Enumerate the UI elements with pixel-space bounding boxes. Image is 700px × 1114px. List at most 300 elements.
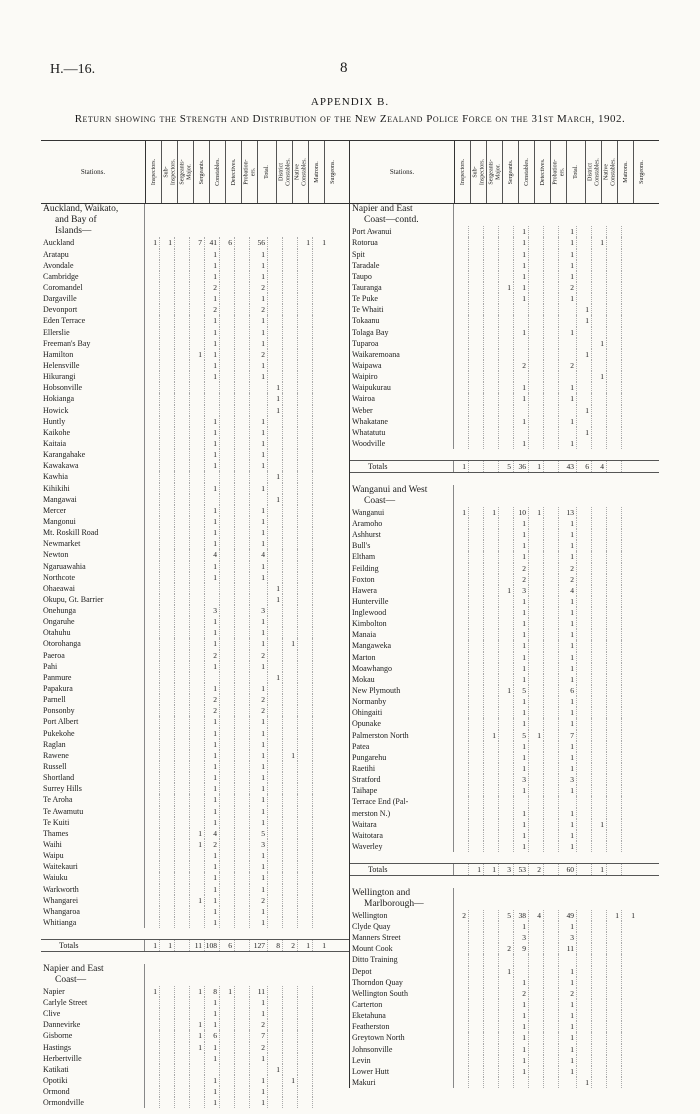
table-cell: [469, 841, 484, 852]
table-cell: [298, 839, 313, 850]
table-cell: [529, 685, 544, 696]
table-cell: [622, 730, 637, 741]
table-cell: [577, 819, 592, 830]
table-cell: 1: [514, 763, 529, 774]
table-cell: 38: [514, 910, 529, 921]
table-cell: 1: [559, 237, 577, 248]
table-cell: [268, 327, 283, 338]
table-cell: [544, 507, 559, 518]
station-name: Wellington and: [350, 888, 454, 899]
table-cell: [484, 763, 499, 774]
table-cell: [235, 783, 250, 794]
table-cell: [235, 895, 250, 906]
table-cell: [190, 616, 205, 627]
table-cell: [607, 819, 622, 830]
table-cell: [160, 349, 175, 360]
table-cell: [454, 226, 469, 237]
table-cell: [220, 638, 235, 649]
station-name: Rawene: [41, 750, 145, 761]
table-cell: [577, 574, 592, 585]
table-cell: [190, 739, 205, 750]
table-cell: [313, 895, 328, 906]
table-cell: [622, 977, 637, 988]
table-row: [41, 572, 350, 583]
table-cell: [592, 260, 607, 271]
table-cell: [469, 551, 484, 562]
table-cell: [577, 864, 592, 875]
table-cell: [313, 1042, 328, 1053]
table-cell: 1: [514, 1044, 529, 1055]
table-cell: [220, 260, 235, 271]
table-row: [41, 1064, 350, 1075]
table-row: [41, 728, 350, 739]
table-cell: [268, 449, 283, 460]
table-cell: [175, 828, 190, 839]
table-cell: [454, 1044, 469, 1055]
column-heading: [309, 141, 325, 203]
table-cell: [622, 640, 637, 651]
table-cell: [544, 808, 559, 819]
table-cell: [145, 315, 160, 326]
table-cell: [220, 1042, 235, 1053]
table-cell: 1: [250, 249, 268, 260]
table-cell: 1: [559, 1010, 577, 1021]
table-cell: [175, 940, 190, 951]
table-cell: [160, 806, 175, 817]
table-cell: [529, 1066, 544, 1077]
table-cell: 6: [220, 237, 235, 248]
table-cell: 1: [514, 663, 529, 674]
table-cell: [592, 438, 607, 449]
table-cell: [622, 785, 637, 796]
table-cell: [235, 861, 250, 872]
table-cell: [622, 966, 637, 977]
table-cell: [298, 1019, 313, 1030]
station-name: Kawakawa: [41, 460, 145, 471]
table-cell: [499, 563, 514, 574]
table-row: [350, 596, 659, 607]
station-name: Napier and East: [41, 964, 145, 975]
table-cell: [268, 1030, 283, 1041]
table-cell: [145, 561, 160, 572]
table-cell: [607, 932, 622, 943]
table-cell: [205, 1064, 220, 1075]
table-cell: [160, 260, 175, 271]
table-cell: [469, 416, 484, 427]
table-cell: [592, 707, 607, 718]
table-cell: [499, 796, 514, 807]
table-cell: [298, 1042, 313, 1053]
table-cell: 1: [205, 772, 220, 783]
table-cell: [544, 618, 559, 629]
table-cell: [499, 629, 514, 640]
station-name: Ongaruhe: [41, 616, 145, 627]
table-cell: [469, 988, 484, 999]
table-cell: [469, 249, 484, 260]
table-cell: [544, 563, 559, 574]
table-cell: [577, 741, 592, 752]
table-cell: [298, 561, 313, 572]
table-cell: [250, 928, 268, 939]
table-cell: [205, 672, 220, 683]
station-name: Warkworth: [41, 884, 145, 895]
table-cell: [313, 260, 328, 271]
table-cell: [268, 750, 283, 761]
table-cell: [220, 494, 235, 505]
table-cell: [190, 405, 205, 416]
table-cell: [145, 952, 160, 963]
table-cell: [175, 293, 190, 304]
table-cell: [220, 293, 235, 304]
station-name: Marton: [350, 652, 454, 663]
table-row: [41, 360, 350, 371]
table-cell: [220, 405, 235, 416]
table-cell: [220, 661, 235, 672]
table-cell: 2: [283, 940, 298, 951]
table-cell: [235, 627, 250, 638]
table-cell: [175, 304, 190, 315]
table-cell: [190, 304, 205, 315]
table-cell: 36: [514, 461, 529, 472]
table-cell: [454, 819, 469, 830]
table-cell: [190, 427, 205, 438]
table-row: [41, 794, 350, 805]
table-cell: [145, 572, 160, 583]
table-cell: [529, 607, 544, 618]
table-cell: 1: [514, 741, 529, 752]
table-cell: 1: [454, 507, 469, 518]
table-cell: 1: [205, 1053, 220, 1064]
station-name: Mokau: [350, 674, 454, 685]
table-cell: [235, 349, 250, 360]
table-row: [350, 563, 659, 574]
table-cell: [469, 819, 484, 830]
table-cell: [145, 538, 160, 549]
table-row: [41, 928, 350, 939]
table-cell: [592, 629, 607, 640]
table-cell: [499, 427, 514, 438]
table-cell: [622, 271, 637, 282]
table-cell: [592, 1066, 607, 1077]
table-cell: [544, 282, 559, 293]
table-cell: [313, 516, 328, 527]
table-cell: [544, 864, 559, 875]
table-cell: [160, 327, 175, 338]
table-cell: [220, 527, 235, 538]
table-cell: [268, 705, 283, 716]
station-name: Weber: [350, 405, 454, 416]
table-cell: [145, 772, 160, 783]
table-row: [350, 988, 659, 999]
table-row: [41, 237, 350, 248]
table-cell: [544, 249, 559, 260]
table-row: [350, 876, 659, 887]
table-cell: 1: [514, 271, 529, 282]
table-cell: [529, 1044, 544, 1055]
table-cell: 1: [220, 986, 235, 997]
table-cell: [298, 594, 313, 605]
station-name: Coast—: [350, 496, 454, 507]
station-name: Port Albert: [41, 716, 145, 727]
table-row: [350, 293, 659, 304]
table-cell: [283, 282, 298, 293]
table-cell: [514, 876, 529, 887]
table-cell: 1: [205, 427, 220, 438]
table-cell: [298, 906, 313, 917]
table-cell: [514, 349, 529, 360]
table-cell: [529, 796, 544, 807]
table-cell: [529, 841, 544, 852]
station-name: Opotiki: [41, 1075, 145, 1086]
table-cell: [235, 594, 250, 605]
table-cell: 1: [205, 806, 220, 817]
table-cell: 5: [499, 461, 514, 472]
table-cell: 1: [205, 338, 220, 349]
table-cell: [529, 393, 544, 404]
table-cell: [577, 730, 592, 741]
table-cell: 1: [514, 999, 529, 1010]
table-cell: 1: [514, 785, 529, 796]
table-cell: [235, 917, 250, 928]
station-name: Eden Terrace: [41, 315, 145, 326]
return-title: Return showing the Strength and Distribution of the New Zealand Police Force on the 31st March, 1902.: [74, 113, 626, 125]
table-cell: [313, 672, 328, 683]
table-cell: [220, 872, 235, 883]
table-cell: [592, 1077, 607, 1088]
table-cell: [283, 349, 298, 360]
table-cell: [313, 794, 328, 805]
table-cell: [454, 574, 469, 585]
table-cell: [160, 583, 175, 594]
table-row: [41, 1053, 350, 1064]
table-cell: [160, 416, 175, 427]
table-cell: [484, 707, 499, 718]
table-cell: [469, 1077, 484, 1088]
table-cell: [235, 371, 250, 382]
table-cell: 1: [559, 921, 577, 932]
table-cell: [283, 471, 298, 482]
table-cell: [499, 271, 514, 282]
table-cell: [160, 1019, 175, 1030]
table-cell: 1: [250, 997, 268, 1008]
table-cell: [250, 952, 268, 963]
table-cell: [607, 518, 622, 529]
table-cell: [622, 1066, 637, 1077]
table-cell: [175, 572, 190, 583]
table-cell: [607, 416, 622, 427]
table-cell: 5: [514, 685, 529, 696]
table-cell: 1: [205, 249, 220, 260]
table-cell: [283, 360, 298, 371]
station-name: Bull's: [350, 540, 454, 551]
table-cell: [220, 739, 235, 750]
table-cell: [469, 808, 484, 819]
table-cell: [175, 382, 190, 393]
table-cell: [283, 549, 298, 560]
table-cell: [268, 952, 283, 963]
table-cell: [190, 997, 205, 1008]
table-cell: [235, 438, 250, 449]
table-cell: [484, 315, 499, 326]
table-cell: 1: [250, 761, 268, 772]
table-cell: [175, 772, 190, 783]
table-cell: [499, 830, 514, 841]
table-cell: 1: [250, 427, 268, 438]
table-cell: [592, 518, 607, 529]
table-cell: [313, 360, 328, 371]
table-cell: [145, 1064, 160, 1075]
table-cell: [499, 226, 514, 237]
table-cell: [484, 449, 499, 460]
table-cell: [622, 327, 637, 338]
table-row: [41, 705, 350, 716]
table-cell: 3: [250, 839, 268, 850]
table-cell: [160, 928, 175, 939]
table-cell: 1: [190, 1030, 205, 1041]
table-cell: [607, 640, 622, 651]
table-cell: 2: [514, 988, 529, 999]
table-row: [41, 839, 350, 850]
table-cell: 1: [559, 551, 577, 562]
table-cell: 1: [559, 808, 577, 819]
table-cell: [544, 1077, 559, 1088]
table-cell: [313, 806, 328, 817]
table-cell: [484, 427, 499, 438]
table-cell: [235, 705, 250, 716]
table-cell: [529, 237, 544, 248]
table-cell: [499, 741, 514, 752]
table-row: [350, 304, 659, 315]
table-cell: [592, 596, 607, 607]
table-cell: [145, 739, 160, 750]
table-cell: [622, 382, 637, 393]
table-cell: [499, 1032, 514, 1043]
table-cell: [544, 1066, 559, 1077]
table-cell: [268, 861, 283, 872]
table-cell: [220, 349, 235, 360]
table-cell: [484, 1077, 499, 1088]
table-cell: [529, 371, 544, 382]
station-name: Te Kuiti: [41, 817, 145, 828]
table-cell: [175, 884, 190, 895]
table-cell: 2: [559, 360, 577, 371]
table-cell: 1: [514, 640, 529, 651]
table-cell: [220, 828, 235, 839]
table-cell: [190, 683, 205, 694]
table-cell: [175, 895, 190, 906]
table-cell: [499, 315, 514, 326]
station-name: Whangaroa: [41, 906, 145, 917]
table-cell: [220, 282, 235, 293]
table-cell: [298, 538, 313, 549]
table-cell: [298, 1075, 313, 1086]
table-cell: [577, 1044, 592, 1055]
table-row: [350, 529, 659, 540]
table-cell: [622, 629, 637, 640]
table-cell: [268, 293, 283, 304]
table-row: [350, 1010, 659, 1021]
table-cell: [145, 416, 160, 427]
table-cell: 1: [205, 761, 220, 772]
table-cell: [484, 921, 499, 932]
table-cell: [313, 382, 328, 393]
table-cell: 13: [559, 507, 577, 518]
section-heading: [350, 888, 659, 899]
table-cell: 2: [514, 360, 529, 371]
table-cell: [175, 327, 190, 338]
table-cell: [145, 349, 160, 360]
table-cell: 1: [250, 917, 268, 928]
table-cell: [283, 293, 298, 304]
table-row: [41, 739, 350, 750]
table-cell: [175, 505, 190, 516]
table-cell: [283, 839, 298, 850]
table-cell: [529, 315, 544, 326]
table-cell: [454, 921, 469, 932]
table-cell: [469, 921, 484, 932]
table-cell: [190, 594, 205, 605]
table-cell: [529, 338, 544, 349]
table-cell: [622, 752, 637, 763]
table-cell: [160, 895, 175, 906]
table-cell: [454, 282, 469, 293]
table-cell: [544, 674, 559, 685]
table-cell: [622, 988, 637, 999]
table-cell: [469, 540, 484, 551]
station-name: Hikurangi: [41, 371, 145, 382]
table-cell: [454, 304, 469, 315]
table-cell: [622, 518, 637, 529]
table-cell: 1: [205, 638, 220, 649]
table-cell: [175, 750, 190, 761]
table-cell: [160, 471, 175, 482]
table-cell: [592, 696, 607, 707]
table-cell: [529, 999, 544, 1010]
station-name: Terrace End (Pal-: [350, 796, 454, 807]
table-cell: [454, 338, 469, 349]
table-cell: 1: [205, 872, 220, 883]
table-cell: [235, 572, 250, 583]
table-cell: [220, 449, 235, 460]
table-cell: [160, 393, 175, 404]
table-cell: [454, 360, 469, 371]
table-cell: 2: [250, 705, 268, 716]
table-cell: [220, 952, 235, 963]
table-cell: [145, 1086, 160, 1097]
table-cell: [454, 685, 469, 696]
table-cell: [469, 607, 484, 618]
table-cell: 1: [250, 806, 268, 817]
table-cell: [454, 808, 469, 819]
table-cell: [220, 794, 235, 805]
table-cell: [268, 561, 283, 572]
table-cell: [298, 405, 313, 416]
table-cell: [145, 483, 160, 494]
table-cell: [298, 1030, 313, 1041]
table-cell: [235, 327, 250, 338]
column-heading-label: Sergeants- Major.: [179, 159, 192, 185]
table-cell: [235, 928, 250, 939]
table-cell: [268, 817, 283, 828]
table-row: [350, 763, 659, 774]
table-cell: [469, 741, 484, 752]
table-cell: [190, 561, 205, 572]
table-cell: [220, 549, 235, 560]
table-cell: [544, 841, 559, 852]
table-cell: [622, 551, 637, 562]
table-cell: [145, 293, 160, 304]
table-cell: [484, 405, 499, 416]
